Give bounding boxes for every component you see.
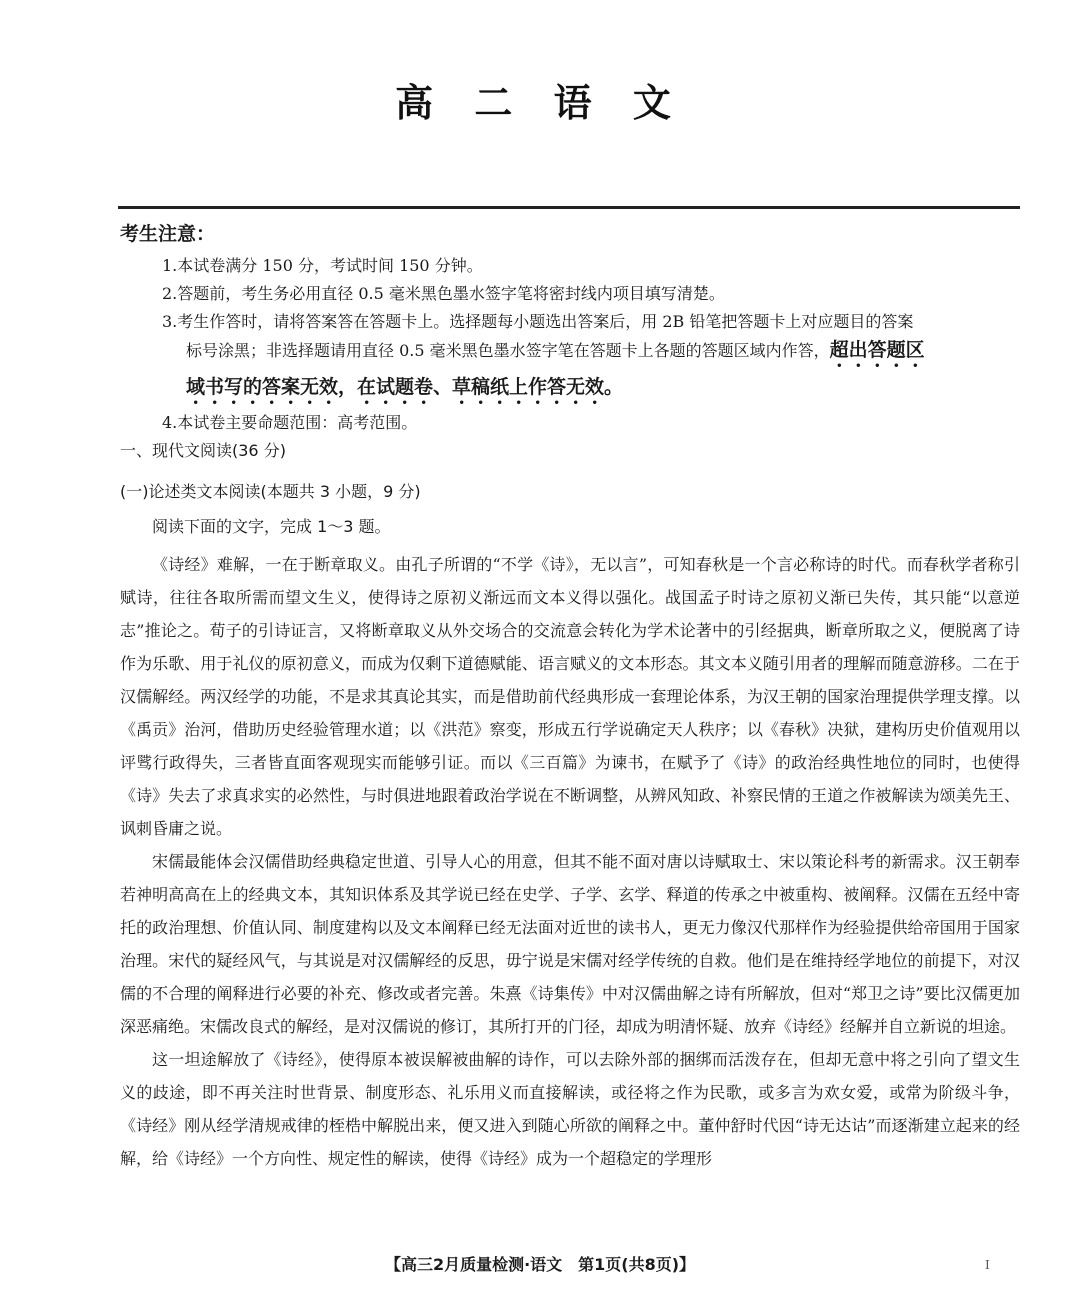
subsection-heading: (一)论述类文本阅读(本题共 3 小题，9 分) <box>120 482 421 501</box>
section-heading: 一、现代文阅读(36 分) <box>120 441 286 460</box>
reading-instruction: 阅读下面的文字，完成 1～3 题。 <box>152 517 391 536</box>
notice-item-1: 1.本试卷满分 150 分，考试时间 150 分钟。 <box>162 256 483 275</box>
notice-item-3: 3.考生作答时，请将答案答在答题卡上。选择题每小题选出答案后，用 2B 铅笔把答题卡上对应题目的答案 <box>162 312 914 331</box>
passage-paragraph-1: 《诗经》难解，一在于断章取义。由孔子所谓的“不学《诗》，无以言”，可知春秋是一个言必称诗的时代。而春秋学者称引赋诗，往往各取所需而望文生义，使得诗之原初义渐远而文本义得以强化。战国孟子时诗之原初义渐已失传，其只能“以意逆志”推论之。荀子的引诗证言，又将断章取义从外交场合的交流意会转化为学术论著中的引经据典，断章所取之义，便脱离了诗作为乐歌、用于礼仪的原初意义，而成为仅剩下道德赋能、语言赋义的文本形态。其文本义随引用者的理解而随意游移。二在于汉儒解经。两汉经学的功能，不是求其真论其实，而是借助前代经典形成一套理论体系，为汉王朝的国家治理提供学理支撑。以《禹贡》治河，借助历史经验管理水道；以《洪范》察变，形成五行学说确定天人秩序；以《春秋》决狱，建构历史价值观用以评骘行政得失，三者皆直面客观现实而能够引证。而以《三百篇》为谏书，在赋予了《诗》的政治经典性地位的同时，也使得《诗》失去了求真求实的必然性，与时俱进地跟着政治学说在不断调整，从辨风知政、补察民情的王道之作被解读为颂美先王、讽刺昏庸之说。 <box>120 555 1020 838</box>
notice-item-3-bold <box>162 372 1022 409</box>
notice-list <box>162 252 1022 437</box>
notice-item-4: 4.本试卷主要命题范围：高考范围。 <box>162 413 418 432</box>
passage <box>120 548 1020 1175</box>
notice-item-3-emphasis: 超出答题区 <box>829 339 925 361</box>
notice-item-3-text: 标号涂黑；非选择题请用直径 0.5 毫米黑色墨水签字笔在答题卡上各题的答题区域内作答， <box>186 341 830 360</box>
header-divider <box>118 206 1020 209</box>
passage-paragraph-2: 宋儒最能体会汉儒借助经典稳定世道、引导人心的用意，但其不能不面对唐以诗赋取士、宋以策论科考的新需求。汉王朝奉若神明高高在上的经典文本，其知识体系及其学说已经在史学、子学、玄学、释道的传承之中被重构、被阐释。汉儒在五经中寄托的政治理想、价值认同、制度建构以及文本阐释已经无法面对近世的读书人，更无力像汉代那样作为经验提供给帝国用于国家治理。宋代的疑经风气，与其说是对汉儒解经的反思，毋宁说是宋儒对经学传统的自救。他们是在维持经学地位的前提下，对汉儒的不合理的阐释进行必要的补充、修改或者完善。朱熹《诗集传》中对汉儒曲解之诗有所解放，但对“郑卫之诗”要比汉儒更加深恶痛绝。宋儒改良式的解经，是对汉儒说的修订，其所打开的门径，却成为明清怀疑、放弃《诗经》经解并自立新说的坦途。 <box>120 852 1020 1036</box>
notice-heading: 考生注意： <box>120 223 216 245</box>
page-mark: I <box>985 1258 990 1272</box>
notice-item-2: 2.答题前，考生务必用直径 0.5 毫米黑色墨水签字笔将密封线内项目填写清楚。 <box>162 284 725 303</box>
notice-item-3-cont <box>162 336 1022 372</box>
page-footer: 【高三2月质量检测·语文 第1页(共8页)】 <box>384 1255 696 1274</box>
passage-paragraph-3: 这一坦途解放了《诗经》，使得原本被误解被曲解的诗作，可以去除外部的捆绑而活泼存在，但却无意中将之引向了望文生义的歧途，即不再关注时世背景、制度形态、礼乐用义而直接解读，或径将之作为民歌，或多言为欢女爱，或常为阶级斗争，《诗经》刚从经学清规戒律的桎梏中解脱出来，便又进入到随心所欲的阐释之中。董仲舒时代因“诗无达诂”而逐渐建立起来的经解，给《诗经》一个方向性、规定性的解读，使得《诗经》成为一个超稳定的学理形 <box>120 1050 1020 1168</box>
notice-item-3-bold-text: 域书写的答案无效，在试题卷、草稿纸上作答无效。 <box>186 376 624 398</box>
page-title: 高 二 语 文 <box>395 80 685 125</box>
